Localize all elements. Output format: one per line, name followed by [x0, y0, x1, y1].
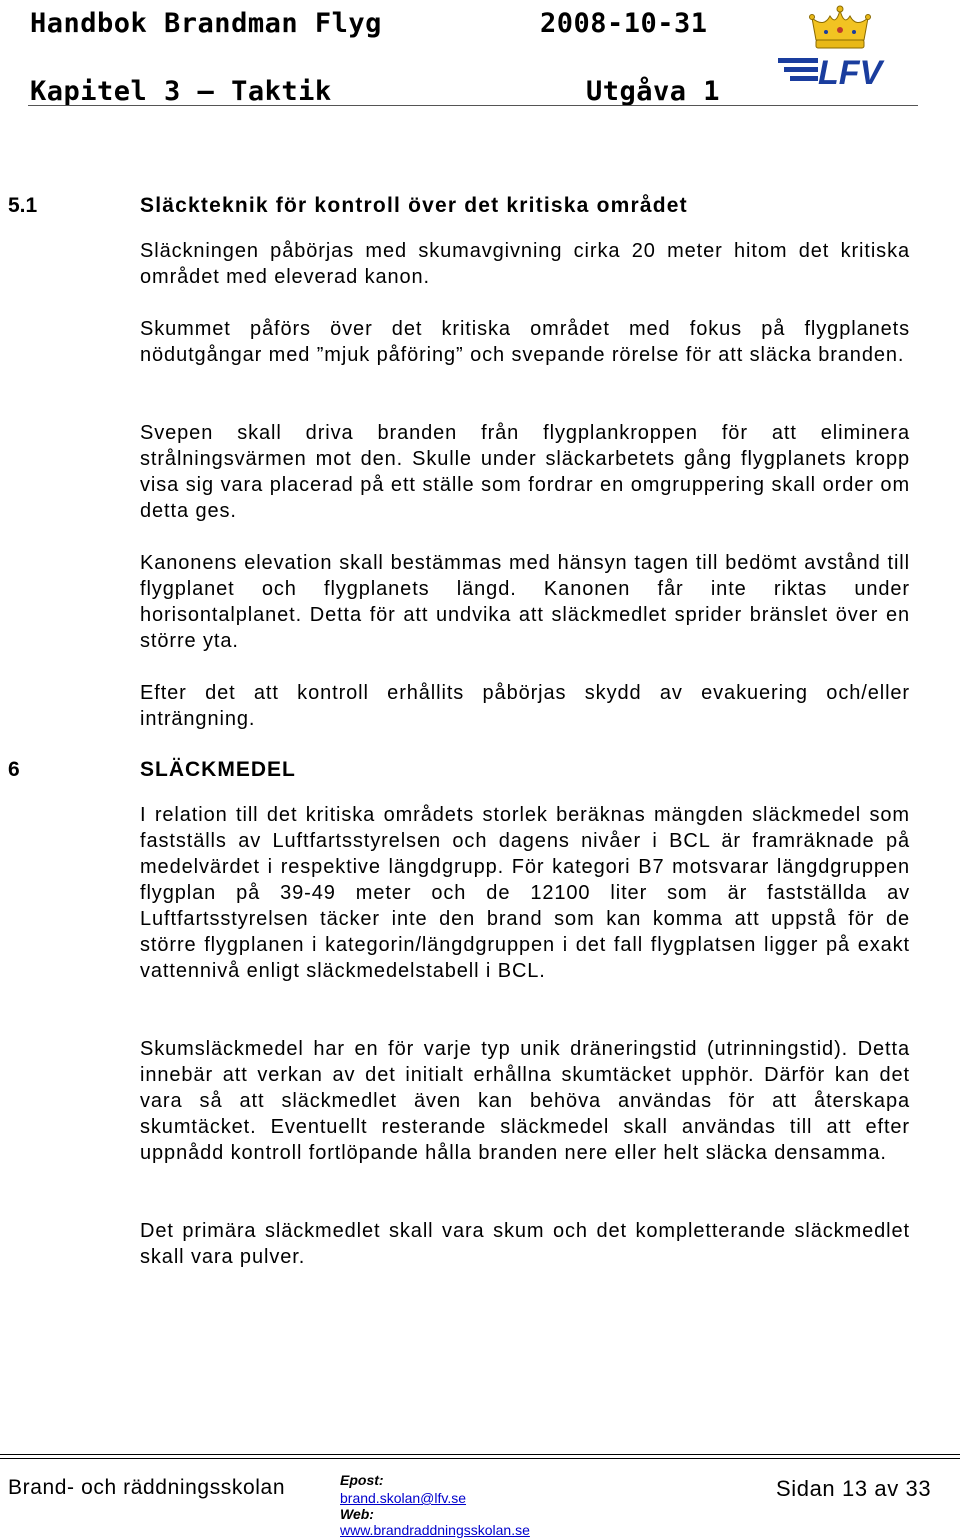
paragraph: Kanonens elevation skall bestämmas med hänsyn tagen till bedömt avstånd till flygplanet och flygplanets längd. Kanonen får inte riktas under horisontalplanet. Detta för att undvika att släckmedlet sprider bränslet över en större yta. [140, 552, 910, 652]
lfv-logo [776, 4, 906, 104]
paragraph: Efter det att kontroll erhållits påbörjas skydd av evakuering och/eller inträngning. [140, 682, 910, 730]
footer-email-label: Epost: [340, 1472, 384, 1488]
paragraph: Det primära släckmedlet skall vara skum och det kompletterande släckmedlet skall vara pulver. [140, 1220, 910, 1268]
chapter-label: Kapitel 3 — Taktik [30, 76, 332, 107]
section-heading: Släckteknik för kontroll över det kritiska området [140, 194, 688, 217]
paragraph: Släckningen påbörjas med skumavgivning cirka 20 meter hitom det kritiska området med eleverad kanon. [140, 240, 910, 288]
logo-wordmark: LFV [818, 54, 883, 92]
paragraph: Skumsläckmedel har en för varje typ unik dräneringstid (utrinningstid). Detta innebär att verkan av det initialt erhållna skumtäcket upphör. Därför kan det vara så att släckmedlet även kan behöva användas för att återskapa skumtäcket. Eventuellt resterande släckmedel skall användas till att efter uppnådd kontroll fortlöpande hålla branden nere eller helt släcka densamma. [140, 1038, 910, 1164]
paragraph: Skummet påförs över det kritiska området med fokus på flygplanets nödutgångar med ”mjuk påföring” och svepande rörelse för att släcka branden. [140, 318, 910, 366]
footer-school-name: Brand- och räddningsskolan [8, 1476, 286, 1499]
footer-email-link[interactable]: brand.skolan@lfv.se [340, 1490, 467, 1506]
document-date: 2008-10-31 [540, 8, 708, 39]
footer-divider [0, 1454, 960, 1455]
crown-icon [810, 6, 871, 48]
document-title: Handbok Brandman Flyg [30, 8, 382, 39]
section-number: 5.1 [8, 194, 38, 217]
edition-label: Utgåva 1 [586, 76, 721, 107]
section-number: 6 [8, 758, 20, 781]
footer-web-link[interactable]: www.brandraddningsskolan.se [340, 1522, 530, 1538]
footer-divider [0, 1458, 960, 1459]
paragraph: Svepen skall driva branden från flygplankroppen för att eliminera strålningsvärmen mot den. Skulle under släckarbetets gång flygplanets kropp visa sig vara placerad på ett ställe som fordrar en omgruppering skall order om detta ges. [140, 422, 910, 522]
page-number: Sidan 13 av 33 [776, 1476, 932, 1501]
paragraph: I relation till det kritiska områdets storlek beräknas mängden släckmedel som fastställs av Luftfartsstyrelsen och dagens nivåer i BCL är framräknade på medelvärdet i respektive längdgrupp. För kategori B7 motsvarar längdgruppen flygplan på 39-49 meter och de 12100 liter som är fastställda av Luftfartsstyrelsen täcker inte den brand som kan komma att uppstå för de större flygplanen i kategorin/längdgruppen i det fall flygplatsen ligger på exakt vattennivå enligt släckmedelstabell i BCL. [140, 804, 910, 982]
section-heading: SLÄCKMEDEL [140, 758, 296, 781]
footer-web-label: Web: [340, 1506, 374, 1522]
header-divider [28, 105, 918, 106]
